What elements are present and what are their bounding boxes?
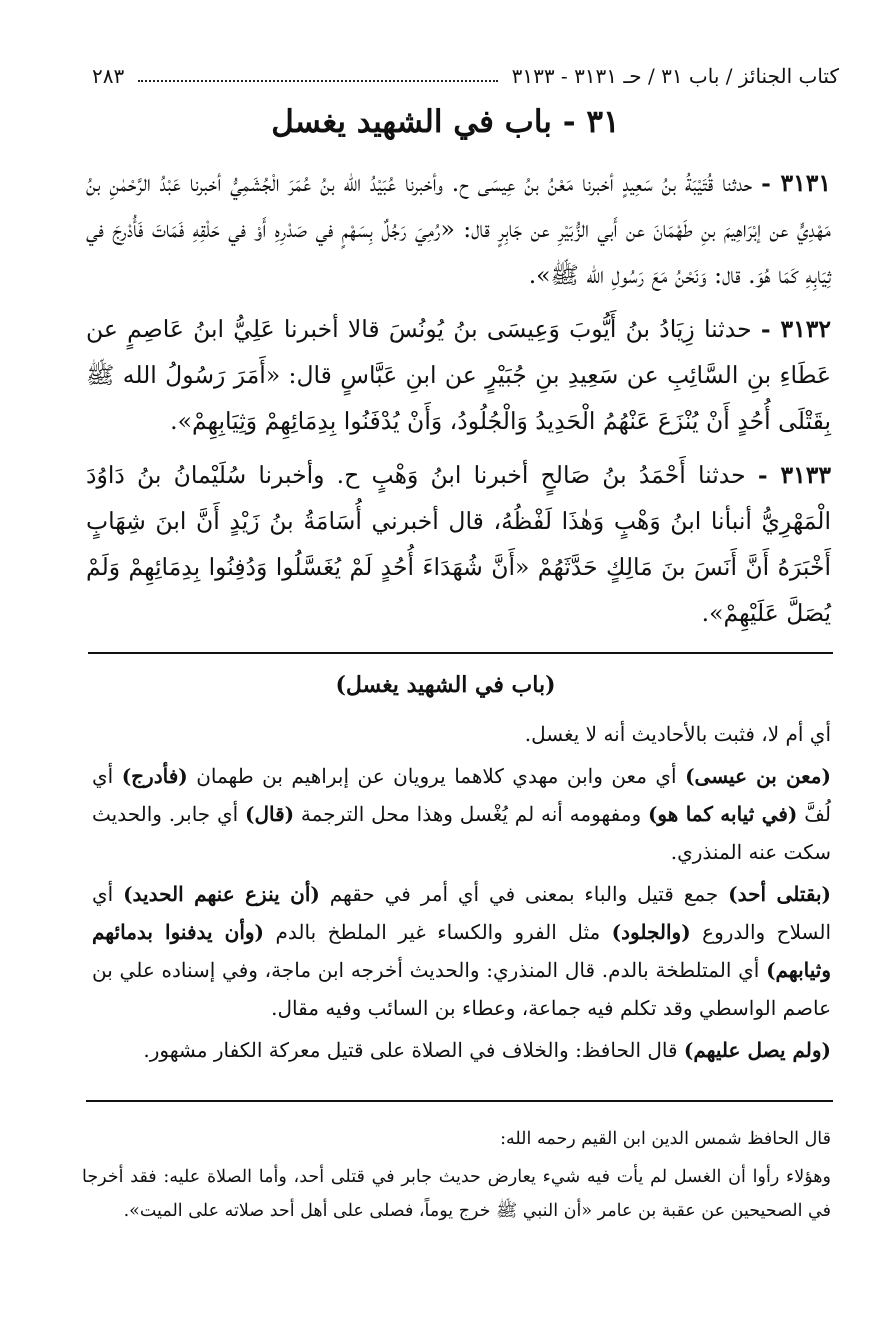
footnote-heading: قال الحافظ شمس الدين ابن القيم رحمه الله: xyxy=(500,1129,831,1149)
hadith-text: حدثنا أَحْمَدُ بنُ صَالحٍ أخبرنا ابنُ وَهْبٍ ح. وأخبرنا سُلَيْمانُ بنُ دَاوُدَ الْمَهْرِيُّ أنبأنا ابنُ وَهْبٍ وَهٰذَا لَفْظُهُ، قال أخبرني أُسَامَةُ بنُ زَيْدٍ أَنَّ ابنَ شِهَابٍ أَخْبَرَهُ أَنَّ أَنَسَ بنَ مَالِكٍ حَدَّثَهُمْ «أَنَّ شُهَدَاءَ أُحُدٍ لَمْ يُغَسَّلُوا وَدُفِنُوا بِدِمَائِهِمْ وَلَمْ يُصَلَّ عَلَيْهِمْ». xyxy=(86,461,831,627)
commentary-text: أي المتلطخة بالدم. قال المنذري: والحديث أخرجه ابن ماجة، وفي إسناده علي بن عاصم الواسطي وقد تكلم فيه جماعة، وعطاء بن السائب وفيه مقال. xyxy=(92,958,831,1020)
commentary-paragraph xyxy=(92,757,831,871)
hadith-text: حدثنا قُتَيْبَةُ بنُ سَعِيدٍ أخبرنا مَعْنُ بنُ عِيسَى ح. وأخبرنا عُبَيْدُ الله بنُ عُمَرَ الْجُشَمِيُّ أخبرنا عَبْدُ الرَّحْمٰنِ بنُ مَهْدِيٍّ عن إبْرَاهِيمَ بنِ طَهْمَانَ عن أَبي الزُّبَيْرِ عن جَابِرٍ قال: «رُمِيَ رَجُلٌ بِسَهْمٍ في صَدْرِهِ أَوْ في حَلْقِهِ فَمَاتَ فَأُدْرِجَ في ثِيَابِهِ كَمَا هُوَ. قال: وَنَحْنُ مَعَ رَسُولِ الله ﷺ». xyxy=(86,169,831,289)
page-number: ٢٨٣ xyxy=(92,64,125,88)
commentary-text: أي لُفَّ xyxy=(92,764,831,826)
commentary-title: (باب في الشهيد يغسل) xyxy=(335,672,556,698)
hadith-number: ٣١٣٣ - xyxy=(757,461,831,489)
header-dotted-leader xyxy=(138,70,497,82)
commentary-lemma: (وأن يدفنوا بدمائهم وثيابهم) xyxy=(92,920,831,982)
commentary-paragraph xyxy=(92,875,831,1027)
commentary-block xyxy=(92,715,831,1073)
commentary-paragraph xyxy=(92,1031,831,1069)
chapter-title: ٣١ - باب في الشهيد يغسل xyxy=(271,104,620,140)
commentary-text: أي جابر. والحديث سكت عنه المنذري. xyxy=(92,802,831,864)
commentary-text: مثل الفرو والكساء غير الملطخ بالدم xyxy=(264,920,612,944)
hadith-text: حدثنا زِيَادُ بنُ أَيُّوبَ وَعِيسَى بنُ يُونُسَ قالا أخبرنا عَلِيُّ ابنُ عَاصِمٍ عن عَطَاءِ بنِ السَّائِبِ عن سَعِيدِ بنِ جُبَيْرٍ عن ابنِ عَبَّاسٍ قال: «أَمَرَ رَسُولُ الله ﷺ بِقَتْلَى أُحُدٍ أَنْ يُنْزَعَ عَنْهُمُ الْحَدِيدُ وَالْجُلُودُ، وَأَنْ يُدْفَنُوا بِدِمَائِهِمْ وَثِيَابِهِمْ». xyxy=(86,315,831,435)
footnote-divider xyxy=(86,1100,833,1102)
hadith-number: ٣١٣٢ - xyxy=(760,315,831,343)
commentary-lemma: (بقتلى أحد) xyxy=(728,882,831,906)
commentary-text: ومفهومه أنه لم يُغْسل وهذا محل الترجمة xyxy=(294,802,648,826)
commentary-paragraph xyxy=(92,715,831,753)
commentary-lemma: (أن ينزع عنهم الحديد) xyxy=(123,882,320,906)
commentary-lemma: (فأدرج) xyxy=(121,764,188,788)
commentary-text: أي أم لا، فثبت بالأحاديث أنه لا يغسل. xyxy=(524,722,831,746)
commentary-text: أي السلاح والدروع xyxy=(92,882,831,944)
footnote-block xyxy=(82,1122,831,1232)
commentary-lemma: (معن بن عيسى) xyxy=(685,764,831,788)
footnote-paragraph: وهؤلاء رأوا أن الغسل لم يأت فيه شيء يعارض حديث جابر في قتلى أحد، وأما الصلاة عليه: فقد أخرجا في الصحيحين عن عقبة بن عامر «أن النبي ﷺ خرج يوماً، فصلى على أهل أحد صلاته على الميت». xyxy=(82,1167,831,1221)
hadith-text-block xyxy=(86,160,831,644)
hadith-paragraph xyxy=(86,452,831,636)
running-header xyxy=(92,58,839,94)
commentary-lemma: (ولم يصل عليهم) xyxy=(683,1038,831,1062)
running-title: كتاب الجنائز / باب ٣١ / حـ ٣١٣١ - ٣١٣٣ xyxy=(511,64,839,88)
hadith-paragraph xyxy=(86,306,831,444)
section-divider xyxy=(88,652,833,654)
commentary-text: جمع قتيل والباء بمعنى في أي أمر في حقهم xyxy=(319,882,729,906)
hadith-paragraph xyxy=(86,160,831,298)
hadith-number: ٣١٣١ - xyxy=(761,169,831,197)
commentary-lemma: (في ثيابه كما هو) xyxy=(647,802,798,826)
commentary-lemma: (والجلود) xyxy=(611,920,691,944)
commentary-text: أي معن وابن مهدي كلاهما يرويان عن إبراهيم بن طهمان xyxy=(187,764,686,788)
commentary-lemma: (قال) xyxy=(244,802,295,826)
commentary-text: قال الحافظ: والخلاف في الصلاة على قتيل معركة الكفار مشهور. xyxy=(143,1038,684,1062)
